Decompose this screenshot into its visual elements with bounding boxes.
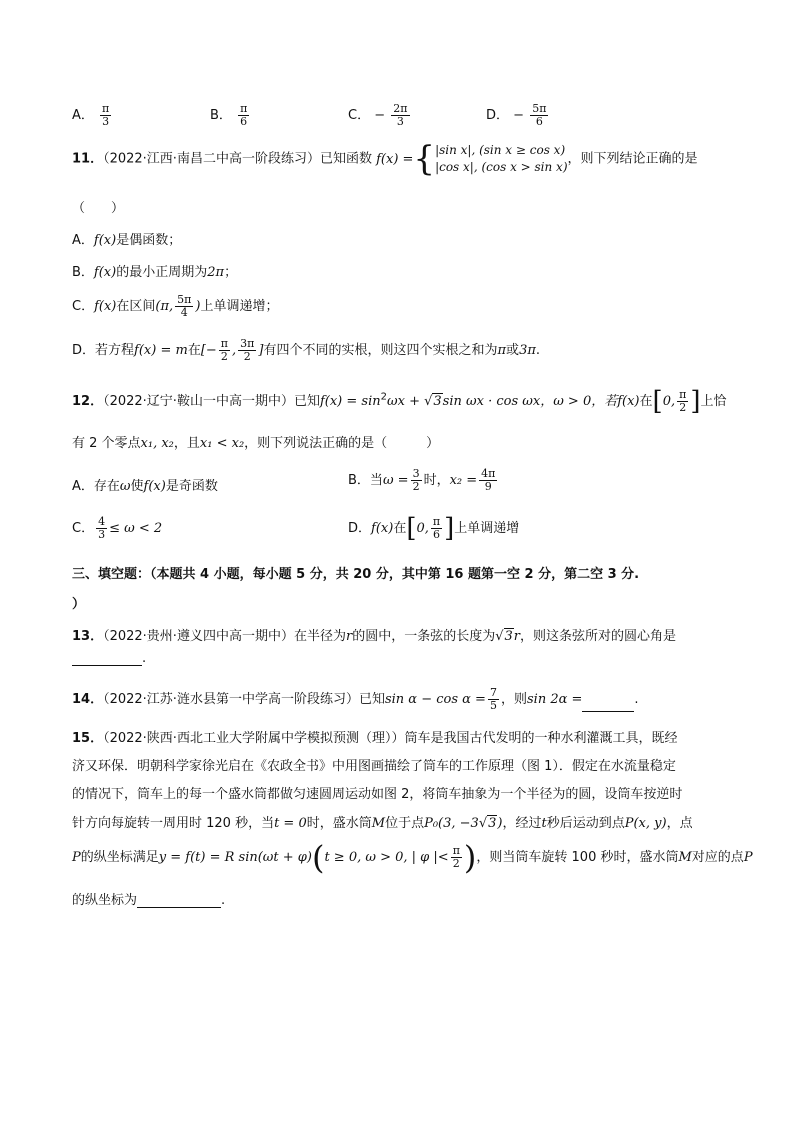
q12-option-b: B．当ω = $\frac{3}{2}$ 时，x₂ = $\frac{4\pi}{9}$ [348, 467, 496, 493]
q12-option-d: D．f(x)在[0, $\frac{\pi}{6}$ ]上单调递增 [348, 513, 520, 544]
q13-blank[interactable] [72, 651, 142, 666]
q14-number: 14． [72, 692, 104, 707]
q11-option-a: A．f(x)是偶函数； [72, 233, 182, 248]
q14-stem: 14．（2022·江苏·涟水县第一中学高一阶段练习）已知sin α − cos α = $\frac{7}{5}$ ，则sin 2α = . [72, 686, 639, 712]
q11-stem: 11．（2022·江西·南昌二中高一阶段练习）已知函数 f(x) = { |sin x|, (sin x ≥ cos x) |cos x|, (cos x > sin x) ，则下列结论正确的是 [72, 139, 698, 179]
q10-option-b-label: B． [210, 108, 232, 123]
q15-number: 15． [72, 731, 104, 746]
q10-option-d: D． − $\frac{5\pi}{6}$ [486, 102, 547, 128]
q10-option-d-label: D． [486, 108, 510, 123]
q13-number: 13． [72, 629, 104, 644]
q15-line1: 15．（2022·陕西·西北工业大学附属中学模拟预测（理））筒车是我国古代发明的一种水利灌溉工具，既经 [72, 731, 678, 746]
q15-line3: 的情况下，筒车上的每一个盛水筒都做匀速圆周运动如图 2，将筒车抽象为一个半径为的圆，设筒车按逆时 [72, 787, 683, 802]
q11-option-c: C．f(x)在区间(π, $\frac{5\pi}{4}$ )上单调递增； [72, 293, 279, 319]
q13-source: （2022·贵州·遵义四中高一期中） [103, 629, 294, 644]
q12-stem-line2: 有 2 个零点x₁, x₂，且x₁ < x₂，则下列说法正确的是（ ） [72, 436, 440, 451]
q12-source: （2022·辽宁·鞍山一中高一期中） [103, 394, 294, 409]
q15-source: （2022·陕西·西北工业大学附属中学模拟预测（理）） [103, 731, 405, 746]
q14-blank[interactable] [582, 697, 634, 712]
q10-option-b-fraction: $\frac{\pi}{6}$ [240, 102, 248, 128]
section-title-close: ） [72, 597, 86, 612]
q11-option-b: B．f(x)的最小正周期为2π； [72, 265, 238, 280]
q13-answer-line: . [72, 651, 146, 666]
q13-stem: 13．（2022·贵州·遵义四中高一期中）在半径为r的圆中，一条弦的长度为√3r，则这条弦所对的圆心角是 [72, 629, 677, 644]
q11-source: （2022·江西·南昌二中高一阶段练习） [103, 151, 320, 167]
q10-option-c-label: C． [348, 108, 371, 123]
q15-line5: P的纵坐标满足y = f(t) = R sin(ωt + φ)(t ≥ 0, ω > 0, | φ |< $\frac{\pi}{2}$ )，则当筒车旋转 100 秒时，盛水筒M对应的点P [72, 838, 753, 877]
q12-option-c: C． $\frac{4}{3}$ ≤ ω < 2 [72, 515, 163, 541]
q15-blank[interactable] [137, 893, 221, 908]
section-title: 三、填空题：（本题共 4 小题，每小题 5 分，共 20 分，其中第 16 题第一空 2 分，第二空 3 分. [72, 567, 640, 582]
q11-answer-paren: （ ） [72, 201, 125, 216]
q15-line4: 针方向每旋转一周用时 120 秒，当t = 0时，盛水筒M位于点P₀(3, −3√3)，经过t秒后运动到点P(x, y)，点 [72, 816, 693, 831]
q11-number: 11． [72, 151, 104, 167]
q10-option-a-label: A． [72, 108, 94, 123]
q10-option-c-fraction: $\frac{2\pi}{3}$ [393, 102, 408, 128]
q12-stem: 12．（2022·辽宁·鞍山一中高一期中）已知$f(x) = \sin^2\omega x + √3\sin$ ωx · cos ωx，ω > 0，若f(x)在[0, $\frac{\pi}{2}$ ]上恰 [72, 386, 727, 417]
q12-number: 12． [72, 394, 104, 409]
q11-option-d: D．若方程f(x) = m在[− $\frac{\pi}{2}$ , $\frac{3\pi}{2}$ ]有四个不同的实根，则这四个实根之和为π或3π. [72, 337, 541, 363]
q12-option-a: A．存在ω使f(x)是奇函数 [72, 479, 218, 494]
q10-option-d-fraction: $\frac{5\pi}{6}$ [532, 102, 547, 128]
q15-line6: 的纵坐标为 . [72, 893, 226, 908]
q10-option-a-fraction: $\frac{\pi}{3}$ [102, 102, 110, 128]
q10-option-c: C． − $\frac{2\pi}{3}$ [348, 102, 408, 128]
q15-line2: 济又环保．明朝科学家徐光启在《农政全书》中用图画描绘了筒车的工作原理（图 1）．假定在水流量稳定 [72, 759, 676, 774]
q11-piecewise-function: f(x) = { |sin x|, (sin x ≥ cos x) |cos x|, (cos x > sin x) [376, 139, 568, 179]
q10-option-b [210, 103, 251, 128]
q14-source: （2022·江苏·涟水县第一中学高一阶段练习） [103, 692, 359, 707]
q10-option-a [72, 103, 113, 128]
